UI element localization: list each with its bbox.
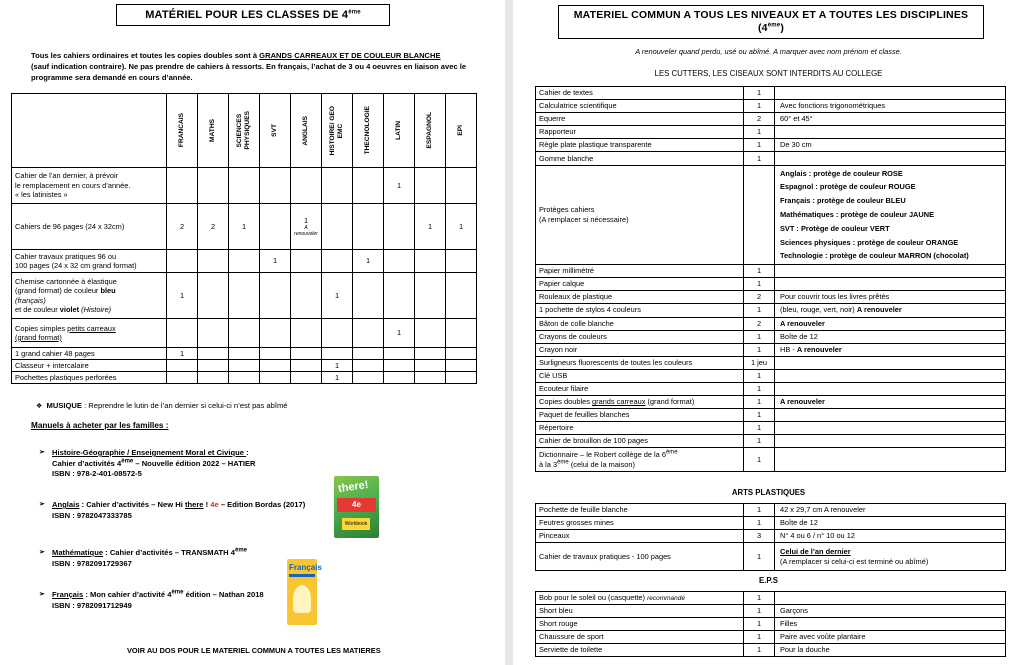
book-histoire: ➢ Histoire-Géographie / Enseignement Moral et Civique : Cahier d’activités 4ème – Nouvelle édition 2022 – HATIER ISBN : 978-2-401-08572-5 (39, 448, 256, 478)
item-cell: Chemise cartonnée à élastique (grand format) de couleur bleu (français) et de couleur violet (Histoire) (12, 273, 167, 319)
item-cell: Pochette de feuille blanche (536, 504, 744, 517)
quantity-cell (291, 250, 322, 273)
item-cell: Répertoire (536, 422, 744, 435)
item-cell: Rapporteur (536, 126, 744, 139)
quantity-cell (415, 319, 446, 348)
quantity-cell (167, 168, 198, 204)
quantity-cell (446, 319, 477, 348)
item-cell: Short bleu (536, 605, 744, 618)
quantity-cell: 1 (322, 372, 353, 384)
item-cell: Cahiers de 96 pages (24 x 32cm) (12, 204, 167, 250)
observation-cell: Garçons (775, 605, 1006, 618)
intro-text: Tous les cahiers ordinaires et toutes les copies doubles sont à GRANDS CARREAUX ET DE COULEUR BLANCHE (sauf indication contraire). Ne pas prendre de cahiers à ressorts. En français, l’achat de 3 ou 4 oeuvres en liaison avec le programme sera demandé en cours d’année. (31, 51, 467, 82)
subject-header (353, 94, 384, 168)
item-cell: Protèges cahiers (A remplacer si nécessaire) (536, 165, 744, 265)
left-page (0, 0, 505, 665)
table-row (536, 100, 1006, 113)
observation-cell (775, 152, 1006, 165)
table-row (536, 356, 1006, 369)
quantity-cell: 1 (744, 448, 775, 472)
quantity-cell (229, 348, 260, 360)
quantity-cell: 1 (744, 87, 775, 100)
item-cell: Copies simples petits carreaux (grand format) (12, 319, 167, 348)
quantity-cell (322, 168, 353, 204)
francais-book-cover-image: Français (287, 559, 317, 625)
quantity-cell: 2 (744, 113, 775, 126)
subject-header (167, 94, 198, 168)
right-page-title: MATERIEL COMMUN A TOUS LES NIVEAUX ET A TOUTES LES DISCIPLINES (4ème) (558, 5, 984, 39)
quantity-cell (322, 348, 353, 360)
quantity-cell: 1 (744, 409, 775, 422)
table-row (536, 291, 1006, 304)
quantity-cell: 1 (167, 348, 198, 360)
item-cell: Crayon noir (536, 343, 744, 356)
observation-cell (775, 265, 1006, 278)
quantity-cell (198, 250, 229, 273)
observation-cell (775, 382, 1006, 395)
quantity-cell: 1 (446, 204, 477, 250)
table-row (536, 304, 1006, 317)
quantity-cell: 1 (744, 304, 775, 317)
quantity-cell (353, 273, 384, 319)
observation-cell: Celui de l’an dernier (A remplacer si celui-ci est terminé ou abîmé) (775, 543, 1006, 571)
quantity-cell (415, 372, 446, 384)
quantity-cell (229, 250, 260, 273)
table-row (536, 435, 1006, 448)
observation-cell: A renouveler (775, 396, 1006, 409)
quantity-cell (353, 204, 384, 250)
subject-header (229, 94, 260, 168)
quantity-cell (260, 348, 291, 360)
footer-note: VOIR AU DOS POUR LE MATERIEL COMMUN A TOUTES LES MATIERES (127, 646, 381, 655)
subject-header (415, 94, 446, 168)
quantity-cell: 1 (744, 517, 775, 530)
quantity-cell (446, 168, 477, 204)
quantity-cell: 1 (353, 250, 384, 273)
left-page-title: MATÉRIEL POUR LES CLASSES DE 4ème (116, 4, 390, 26)
observation-cell: Boîte de 12 (775, 517, 1006, 530)
item-cell: Cahier de brouillon de 100 pages (536, 435, 744, 448)
quantity-cell (198, 348, 229, 360)
quantity-cell (229, 273, 260, 319)
subject-header (446, 94, 477, 168)
quantity-cell (198, 360, 229, 372)
quantity-cell: 1 (744, 343, 775, 356)
subject-label: HISTOIRE/ GEO EMC (329, 105, 344, 156)
table-row (536, 517, 1006, 530)
quantity-cell (167, 360, 198, 372)
observation-cell: De 30 cm (775, 139, 1006, 152)
subject-header (322, 94, 353, 168)
common-supplies-table (535, 86, 1006, 472)
item-cell: Serviette de toilette (536, 644, 744, 657)
quantity-cell (446, 348, 477, 360)
observation-cell (775, 422, 1006, 435)
quantity-cell: 1 (744, 278, 775, 291)
quantity-cell (415, 360, 446, 372)
quantity-cell (353, 348, 384, 360)
arrow-bullet-icon: ➢ (39, 591, 45, 598)
class-supplies-table (11, 93, 477, 384)
book-maths: ➢ Mathématique : Cahier d’activités – TRANSMATH 4ème ISBN : 9782091729367 (39, 547, 248, 568)
quantity-cell: 1 (744, 618, 775, 631)
quantity-cell: 1 (744, 126, 775, 139)
item-cell: 1 pochette de stylos 4 couleurs (536, 304, 744, 317)
table-row (536, 330, 1006, 343)
table-row (12, 273, 477, 319)
observation-cell (775, 87, 1006, 100)
subject-header (198, 94, 229, 168)
observation-cell (775, 448, 1006, 472)
item-cell: Papier calque (536, 278, 744, 291)
quantity-cell: 1 (744, 382, 775, 395)
quantity-cell: 1 (322, 273, 353, 319)
header-blank-cell (12, 94, 167, 168)
quantity-cell (291, 319, 322, 348)
item-cell: Pinceaux (536, 530, 744, 543)
quantity-cell: 1 jeu (744, 356, 775, 369)
item-cell: Papier millimétré (536, 265, 744, 278)
quantity-cell (384, 348, 415, 360)
table-row (12, 204, 477, 250)
table-row (536, 87, 1006, 100)
quantity-cell: 1 (744, 543, 775, 571)
quantity-cell (198, 273, 229, 319)
observation-cell (775, 435, 1006, 448)
quantity-cell (384, 273, 415, 319)
quantity-cell: 1 (744, 100, 775, 113)
table-row (536, 409, 1006, 422)
quantity-cell: 1 (744, 422, 775, 435)
quantity-cell (415, 168, 446, 204)
table-row (536, 139, 1006, 152)
right-page (513, 0, 1024, 665)
item-cell: Cahier de textes (536, 87, 744, 100)
subject-label: ANGLAIS (302, 115, 309, 146)
quantity-cell (260, 204, 291, 250)
observation-cell: Filles (775, 618, 1006, 631)
observation-cell: Boîte de 12 (775, 330, 1006, 343)
table-row (536, 382, 1006, 395)
table-row (536, 113, 1006, 126)
item-cell: Clé USB (536, 369, 744, 382)
item-cell: Cahier de travaux pratiques - 100 pages (536, 543, 744, 571)
book-anglais: ➢ Anglais : Cahier d’activités – New Hi there ! 4e – Edition Bordas (2017) ISBN : 9782047333785 (39, 500, 306, 520)
observation-cell: A renouveler (775, 317, 1006, 330)
musique-note: ❖ MUSIQUE : Reprendre le lutin de l’an dernier si celui-ci n’est pas abîmé (36, 401, 288, 410)
observation-cell (775, 356, 1006, 369)
quantity-cell (415, 273, 446, 319)
observation-cell: 60° et 45° (775, 113, 1006, 126)
quantity-cell: 1 (744, 396, 775, 409)
table-row (536, 278, 1006, 291)
subject-label: SVT (271, 124, 278, 137)
observation-cell: Pour la douche (775, 644, 1006, 657)
observation-cell (775, 592, 1006, 605)
quantity-cell (291, 273, 322, 319)
quantity-cell (198, 168, 229, 204)
item-cell: Chaussure de sport (536, 631, 744, 644)
subject-label: FRANCAIS (178, 113, 185, 148)
quantity-cell: 1 (744, 369, 775, 382)
item-cell: Equerre (536, 113, 744, 126)
quantity-cell: 1 (744, 139, 775, 152)
quantity-cell: 2 (198, 204, 229, 250)
item-cell: Bâton de colle blanche (536, 317, 744, 330)
quantity-cell (260, 360, 291, 372)
quantity-cell: 1 (384, 168, 415, 204)
quantity-cell (291, 372, 322, 384)
arrow-bullet-icon: ➢ (39, 501, 45, 508)
table-row (536, 152, 1006, 165)
quantity-cell: 1 A renouveler (291, 204, 322, 250)
item-cell: Bob pour le soleil ou (casquette) recommandé (536, 592, 744, 605)
quantity-cell (291, 360, 322, 372)
quantity-cell (229, 168, 260, 204)
table-row (536, 265, 1006, 278)
subject-label: LATIN (395, 121, 402, 140)
quantity-cell (353, 168, 384, 204)
item-cell: Règle plate plastique transparente (536, 139, 744, 152)
item-cell: Rouleaux de plastique (536, 291, 744, 304)
subjects-header-row (12, 94, 477, 168)
diamond-bullet-icon: ❖ (36, 403, 43, 410)
quantity-cell (167, 250, 198, 273)
eps-table (535, 591, 1006, 657)
observation-cell (775, 409, 1006, 422)
quantity-cell (446, 250, 477, 273)
arrow-bullet-icon: ➢ (39, 549, 45, 556)
quantity-cell (322, 319, 353, 348)
arts-plastiques-heading: ARTS PLASTIQUES (731, 488, 806, 497)
arts-tp-row (536, 543, 1006, 571)
item-cell: Gomme blanche (536, 152, 744, 165)
observation-cell: Paire avec voûte plantaire (775, 631, 1006, 644)
quantity-cell (446, 372, 477, 384)
quantity-cell (415, 348, 446, 360)
quantity-cell (384, 360, 415, 372)
item-cell: Short rouge (536, 618, 744, 631)
table-row (536, 422, 1006, 435)
quantity-cell (291, 348, 322, 360)
subject-header (384, 94, 415, 168)
quantity-cell: 1 (744, 592, 775, 605)
table-row (536, 530, 1006, 543)
quantity-cell (353, 360, 384, 372)
observation-cell: HB - A renouveler (775, 343, 1006, 356)
quantity-cell: 1 (744, 265, 775, 278)
subject-label: MATHS (209, 119, 216, 142)
quantity-cell (353, 372, 384, 384)
quantity-cell (260, 168, 291, 204)
observation-cell (775, 369, 1006, 382)
quantity-cell (198, 372, 229, 384)
observation-cell: (bleu, rouge, vert, noir) A renouveler (775, 304, 1006, 317)
table-row (536, 343, 1006, 356)
eps-heading: E.P.S (759, 576, 778, 585)
item-cell: Pochettes plastiques perforées (12, 372, 167, 384)
arts-plastiques-table (535, 503, 1006, 571)
quantity-cell (167, 372, 198, 384)
item-cell: Paquet de feuilles blanches (536, 409, 744, 422)
subject-header (260, 94, 291, 168)
proteges-row (536, 165, 1006, 265)
quantity-cell: 1 (384, 319, 415, 348)
subject-header (291, 94, 322, 168)
table-row (536, 504, 1006, 517)
quantity-cell (198, 319, 229, 348)
quantity-cell: 2 (744, 317, 775, 330)
subject-label: EPI (457, 125, 464, 136)
observation-cell: Pour couvrir tous les livres prêtés (775, 291, 1006, 304)
table-row (12, 372, 477, 384)
table-row (536, 317, 1006, 330)
quantity-cell: 1 (744, 605, 775, 618)
quantity-cell (260, 319, 291, 348)
table-row (536, 369, 1006, 382)
table-row (12, 168, 477, 204)
quantity-cell (229, 360, 260, 372)
item-cell: Cahier travaux pratiques 96 ou 100 pages (24 x 32 cm grand format) (12, 250, 167, 273)
quantity-cell (384, 250, 415, 273)
quantity-cell: 1 (744, 152, 775, 165)
table-row (12, 360, 477, 372)
quantity-cell: 1 (229, 204, 260, 250)
observation-cell: 42 x 29,7 cm A renouveler (775, 504, 1006, 517)
quantity-cell: 1 (744, 435, 775, 448)
quantity-cell: 1 (260, 250, 291, 273)
renew-note: A renouveler quand perdu, usé ou abîmé. A marquer avec nom prénom et classe. (635, 47, 902, 56)
quantity-cell (322, 204, 353, 250)
quantity-cell (446, 360, 477, 372)
subject-label: SCIENCES PHYSIQUES (236, 111, 251, 150)
quantity-cell (744, 165, 775, 265)
cutters-warning: LES CUTTERS, LES CISEAUX SONT INTERDITS AU COLLEGE (654, 69, 883, 78)
table-row (536, 592, 1006, 605)
table-row (12, 348, 477, 360)
item-cell: Dictionnaire – le Robert collège de la 6ème à la 3ème (celui de la maison) (536, 448, 744, 472)
quantity-cell (384, 372, 415, 384)
observation-cell (775, 126, 1006, 139)
quantity-cell (167, 319, 198, 348)
item-cell: Cahier de l’an dernier, à prévoir le remplacement en cours d’année. « les latinistes » (12, 168, 167, 204)
table-row (12, 319, 477, 348)
quantity-cell: 1 (744, 631, 775, 644)
item-cell: Surligneurs fluorescents de toutes les couleurs (536, 356, 744, 369)
quantity-cell: 2 (167, 204, 198, 250)
manuels-title: Manuels à acheter par les familles : (31, 421, 169, 430)
table-row (536, 605, 1006, 618)
quantity-cell: 1 (744, 644, 775, 657)
table-row (536, 631, 1006, 644)
quantity-cell (229, 372, 260, 384)
book-francais: ➢ Français : Mon cahier d’activité 4ème édition – Nathan 2018 ISBN : 9782091712949 (39, 589, 264, 610)
item-cell: Classeur + intercalaire (12, 360, 167, 372)
subject-label: THECNOLOGIE (364, 106, 371, 155)
table-row (536, 644, 1006, 657)
observation-cell: Anglais : protège de couleur ROSE Espagnol : protège de couleur ROUGE Français : protège de couleur BLEU Mathématiques : protège de couleur JAUNE SVT : Protège de couleur VERT Sciences physiques : protège de couleur ORANGE Technologie : protège de couleur MARRON (chocolat) (775, 165, 1006, 265)
quantity-cell (415, 250, 446, 273)
quantity-cell (260, 372, 291, 384)
observation-cell (775, 278, 1006, 291)
quantity-cell (353, 319, 384, 348)
quantity-cell: 1 (744, 330, 775, 343)
quantity-cell (322, 250, 353, 273)
item-cell: Feutres grosses mines (536, 517, 744, 530)
quantity-cell: 1 (322, 360, 353, 372)
anglais-book-cover-image: there! 4e Workbook (334, 476, 379, 538)
quantity-cell: 3 (744, 530, 775, 543)
quantity-cell: 1 (744, 504, 775, 517)
table-row (536, 618, 1006, 631)
item-cell: Copies doubles grands carreaux (grand format) (536, 396, 744, 409)
observation-cell: N° 4 ou 6 / n° 10 ou 12 (775, 530, 1006, 543)
quantity-cell (446, 273, 477, 319)
quantity-cell (229, 319, 260, 348)
dictionary-row (536, 448, 1006, 472)
quantity-cell: 2 (744, 291, 775, 304)
quantity-cell (291, 168, 322, 204)
table-row (536, 396, 1006, 409)
item-cell: Crayons de couleurs (536, 330, 744, 343)
item-cell: 1 grand cahier 48 pages (12, 348, 167, 360)
quantity-cell: 1 (167, 273, 198, 319)
item-cell: Ecouteur filaire (536, 382, 744, 395)
subject-label: ESPAGNOL (426, 112, 433, 149)
observation-cell: Avec fonctions trigonométriques (775, 100, 1006, 113)
quantity-cell (384, 204, 415, 250)
arrow-bullet-icon: ➢ (39, 449, 45, 456)
quantity-cell (260, 273, 291, 319)
table-row (536, 126, 1006, 139)
item-cell: Calculatrice scientifique (536, 100, 744, 113)
quantity-cell: 1 (415, 204, 446, 250)
table-row (12, 250, 477, 273)
